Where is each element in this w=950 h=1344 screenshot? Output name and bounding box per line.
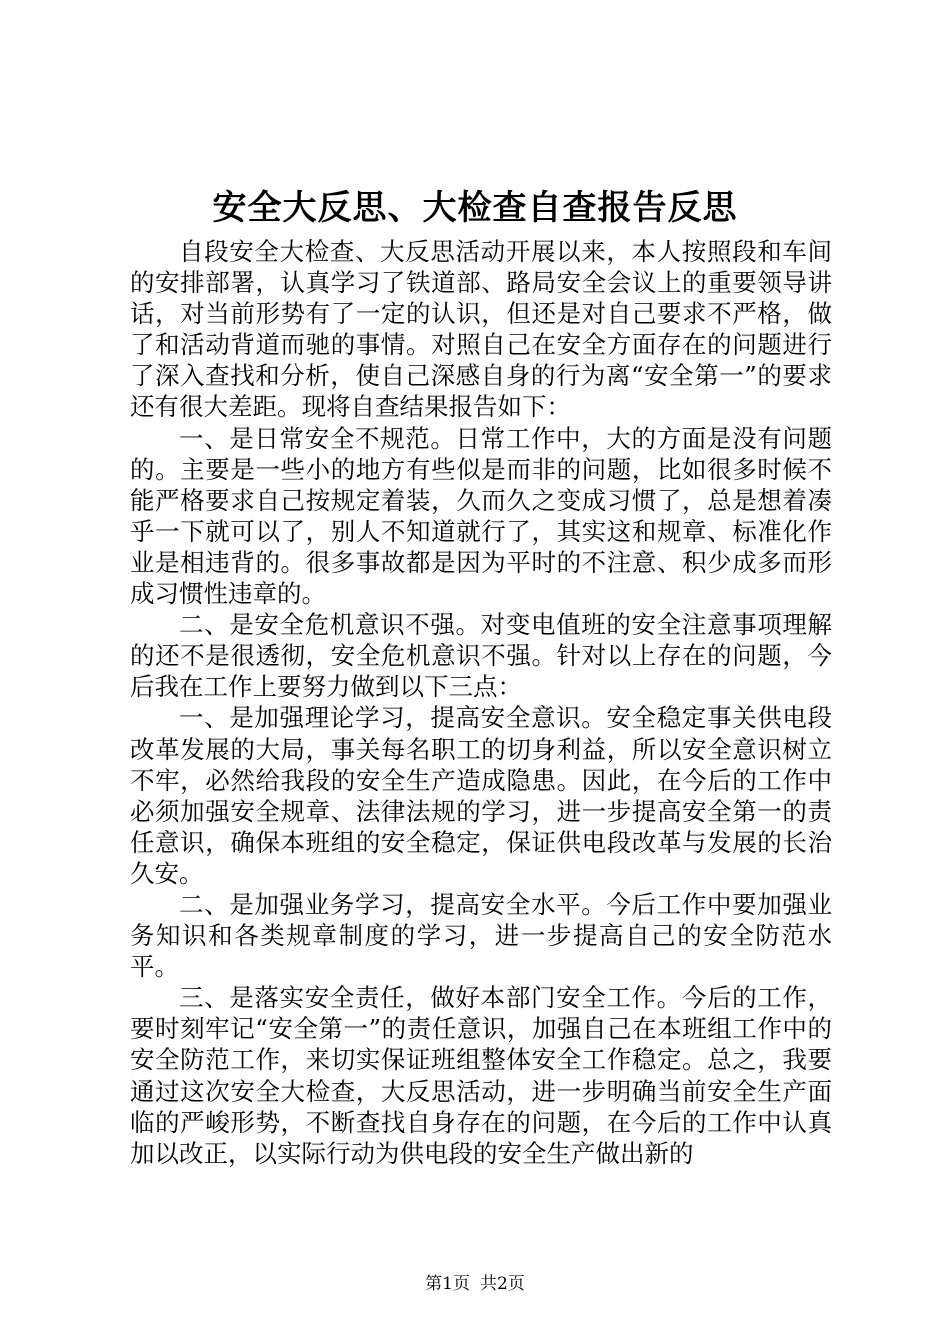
page-number: 第1页 [425, 1274, 470, 1294]
document-body [130, 236, 832, 1169]
paragraph-intro: 自段安全大检查、大反思活动开展以来，本人按照段和车间的安排部署，认真学习了铁道部、路局安全会议上的重要领导讲话，对当前形势有了一定的认识，但还是对自己要求不严格，做了和活动背道而驰的事情。对照自己在安全方面存在的问题进行了深入查找和分析，使自己深感自身的行为离“安全第一”的要求还有很大差距。现将自查结果报告如下： [130, 237, 832, 422]
paragraph-issue-1: 一、是日常安全不规范。日常工作中，大的方面是没有问题的。主要是一些小的地方有些似是而非的问题，比如很多时候不能严格要求自己按规定着装，久而久之变成习惯了，总是想着凑乎一下就可以了，别人不知道就行了，其实这和规章、标准化作业是相违背的。很多事故都是因为平时的不注意、积少成多而形成习惯性违章的。 [130, 423, 832, 609]
paragraph-measure-2: 二、是加强业务学习，提高安全水平。今后工作中要加强业务知识和各类规章制度的学习，进一步提高自己的安全防范水平。 [130, 889, 832, 982]
document-title: 安全大反思、大检查自查报告反思 [212, 188, 738, 228]
paragraph-issue-2: 二、是安全危机意识不强。对变电值班的安全注意事项理解的还不是很透彻，安全危机意识不强。针对以上存在的问题，今后我在工作上要努力做到以下三点： [130, 610, 832, 702]
page-count: 共2页 [480, 1274, 525, 1294]
paragraph-measure-3: 三、是落实安全责任，做好本部门安全工作。今后的工作，要时刻牢记“安全第一”的责任意识，加强自己在本班组工作中的安全防范工作，来切实保证班组整体安全工作稳定。总之，我要通过这次安全大检查，大反思活动，进一步明确当前安全生产面临的严峻形势，不断查找自身存在的问题，在今后的工作中认真加以改正，以实际行动为供电段的安全生产做出新的 [130, 983, 832, 1168]
page-footer [0, 1272, 950, 1296]
paragraph-measure-1: 一、是加强理论学习，提高安全意识。安全稳定事关供电段改革发展的大局，事关每名职工的切身利益，所以安全意识树立不牢，必然给我段的安全生产造成隐患。因此，在今后的工作中必须加强安全规章、法律法规的学习，进一步提高安全第一的责任意识，确保本班组的安全稳定，保证供电段改革与发展的长治久安。 [130, 703, 832, 888]
